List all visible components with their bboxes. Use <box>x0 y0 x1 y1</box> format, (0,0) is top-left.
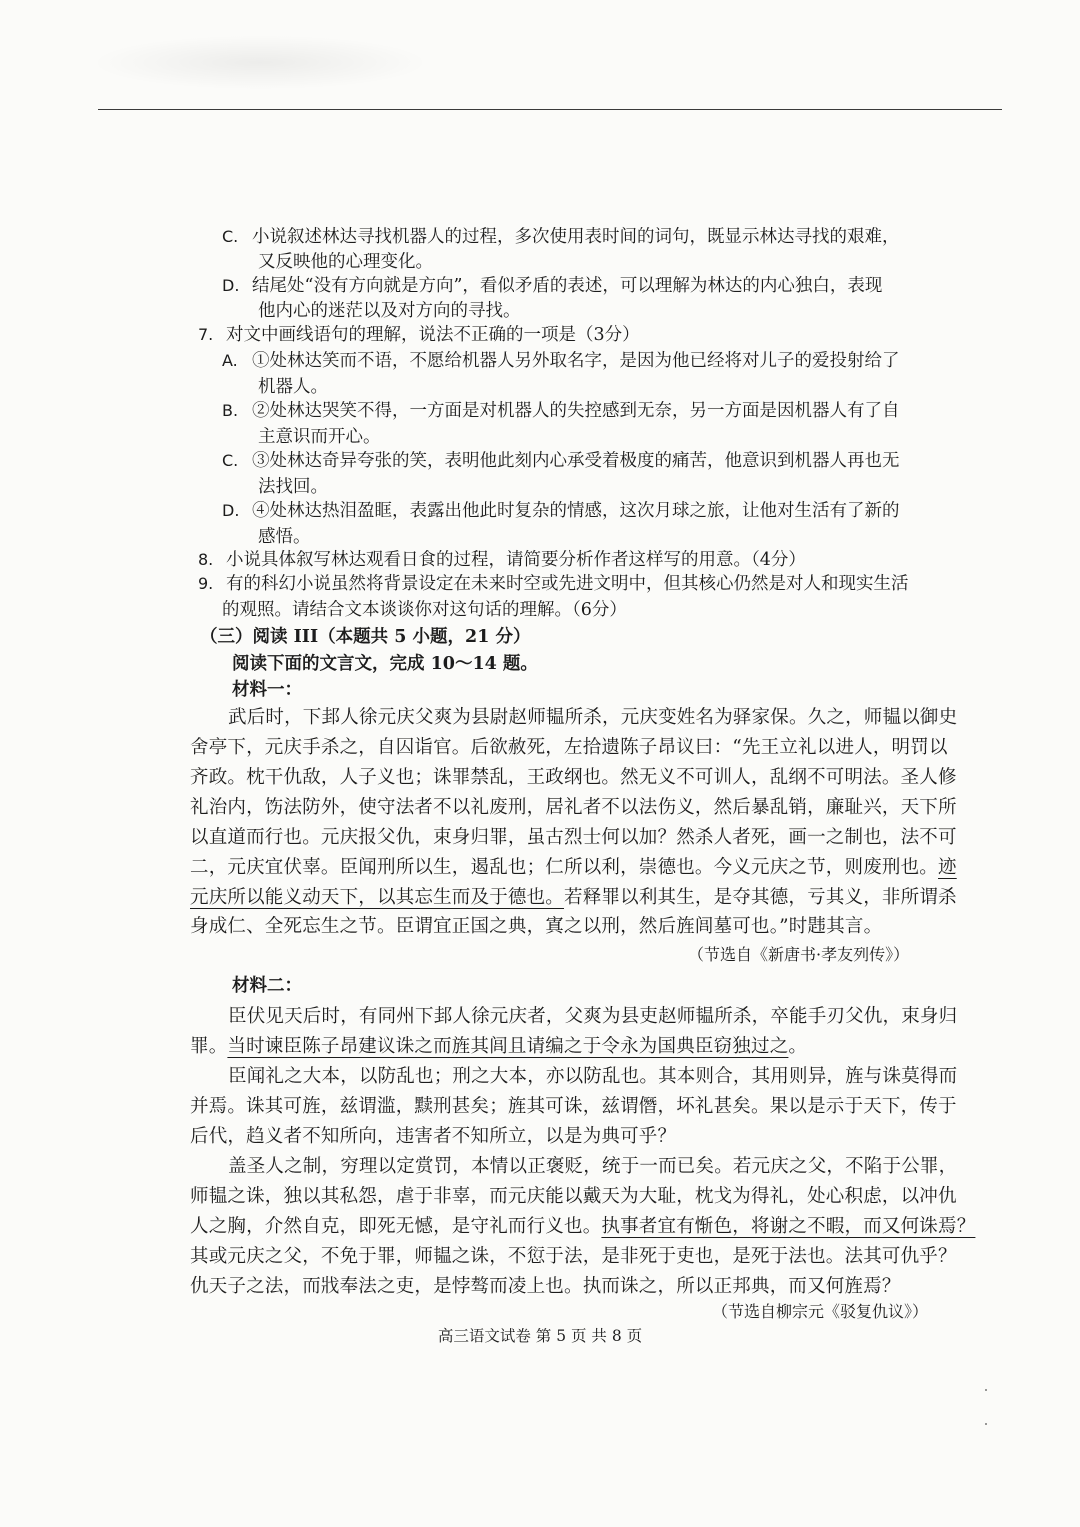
material1-line <box>190 887 957 909</box>
option-text: 小说叙述林达寻找机器人的过程，多次使用表时间的词句，既显示林达寻找的艰难， <box>252 227 900 247</box>
underlined-sentence: 当时谏臣陈子昂建议诛之而旌其闾且请编之于令永为国典臣窃独过之 <box>227 1036 789 1057</box>
material2-line: 并焉。诛其可旌，兹谓滥，黩刑甚矣；旌其可诛，兹谓僭，坏礼甚矣。果以是示于天下，传于 <box>190 1096 957 1117</box>
q7-option-a-cont: 机器人。 <box>258 377 328 397</box>
material2-line <box>190 1216 975 1238</box>
material2-line: 臣伏见天后时，有同州下邽人徐元庆者，父爽为县吏赵师韫所杀，卒能手刃父仇，束身归 <box>228 1006 958 1027</box>
material1-line: 以直道而行也。元庆报父仇，束身归罪，虽古烈士何以加？然杀人者死，画一之制也，法不可 <box>190 827 957 848</box>
section-instruction: 阅读下面的文言文，完成 10～14 题。 <box>232 654 538 674</box>
text-plain: 人之胸，介然自克，即死无憾，是守礼而行义也。 <box>190 1216 602 1237</box>
option-text: 结尾处“没有方向就是方向”，看似矛盾的表述，可以理解为林达的内心独白，表现 <box>252 276 883 296</box>
material1-line: 身成仁、全死忘生之节。臣谓宜正国之典，寘之以刑，然后旌闾墓可也。”时韪其言。 <box>190 916 883 937</box>
text-plain: 。 <box>788 1036 808 1057</box>
material2-line: 臣闻礼之大本，以防乱也；刑之大本，亦以防乱也。其本则合，其用则异，旌与诛莫得而 <box>228 1066 958 1087</box>
q6-option-d-cont: 他内心的迷茫以及对方向的寻找。 <box>258 301 521 321</box>
underlined-sentence: 迹 <box>938 857 957 878</box>
q7-option-d-cont: 感悟。 <box>258 527 311 547</box>
material1-line: 齐政。枕干仇敌，人子义也；诛罪禁乱，王政纲也。然无义不可训人，乱纲不可明法。圣人修 <box>190 767 957 788</box>
material1-line: 礼治内，饬法防外，使守法者不以礼废刑，居礼者不以法伤义，然后暴乱销，廉耻兴，天下所 <box>190 797 957 818</box>
text-plain: 罪。 <box>190 1036 228 1057</box>
question-text: 有的科幻小说虽然将背景设定在未来时空或先进文明中，但其核心仍然是对人和现实生活 <box>226 574 909 594</box>
material2-line: 其或元庆之父，不免于罪，师韫之诛，不愆于法，是非死于吏也，是死于法也。法其可仇乎？ <box>190 1246 957 1267</box>
q7-option-a <box>222 350 900 372</box>
underlined-sentence: 元庆所以能义动天下，以其忘生而及于德也。 <box>190 887 565 908</box>
material2-line: 师韫之诛，独以其私怨，虐于非辜，而元庆能以戴天为大耻，枕戈为得礼，处心积虑，以冲仇 <box>190 1186 957 1207</box>
question-text: 小说具体叙写林达观看日食的过程，请简要分析作者这样写的用意。（4分） <box>226 550 806 570</box>
option-text: ②处林达哭笑不得，一方面是对机器人的失控感到无奈，另一方面是因机器人有了自 <box>252 401 900 421</box>
section-heading: （三）阅读 III（本题共 5 小题，21 分） <box>200 627 531 647</box>
material1-source: （节选自《新唐书·孝友列传》） <box>688 945 910 964</box>
q7-option-b <box>222 400 900 422</box>
page-footer: 高三语文试卷 第 5 页 共 8 页 <box>437 1327 643 1345</box>
material2-label: 材料二： <box>232 976 302 996</box>
option-letter: D. <box>222 276 240 295</box>
material2-line: 仇天子之法，而戕奉法之吏，是悖骜而凌上也。执而诛之，所以正邦典，而又何旌焉？ <box>190 1276 901 1297</box>
q7-option-c-cont: 法找回。 <box>258 477 328 497</box>
q8 <box>198 549 806 571</box>
text-plain: 若释罪以利其生，是夺其德，亏其义，非所谓杀 <box>564 887 957 908</box>
option-text: ④处林达热泪盈眶，表露出他此时复杂的情感，这次月球之旅，让他对生活有了新的 <box>252 501 900 521</box>
q6-option-c <box>222 226 900 248</box>
option-text: ③处林达奇异夸张的笑，表明他此刻内心承受着极度的痛苦，他意识到机器人再也无 <box>252 451 900 471</box>
material2-source: （节选自柳宗元《驳复仇议》） <box>712 1302 929 1321</box>
material1-line: 武后时，下邽人徐元庆父爽为县尉赵师韫所杀，元庆变姓名为驿家保。久之，师韫以御史 <box>228 707 958 728</box>
q9 <box>198 573 909 595</box>
question-number: 9. <box>198 574 214 593</box>
q7-option-c <box>222 450 900 472</box>
material2-line: 后代，趋义者不知所向，违害者不知所立，以是为典可乎？ <box>190 1126 677 1147</box>
q7-option-b-cont: 主意识而开心。 <box>258 427 381 447</box>
material1-line <box>190 857 957 879</box>
q7-stem <box>198 324 640 346</box>
option-letter: C. <box>222 451 239 470</box>
question-text: 对文中画线语句的理解，说法不正确的一项是（3分） <box>226 325 640 345</box>
question-number: 8. <box>198 550 214 569</box>
q6-option-d <box>222 275 882 297</box>
material2-line: 盖圣人之制，穷理以定赏罚，本情以正褒贬，统于一而已矣。若元庆之父，不陷于公罪， <box>228 1156 958 1177</box>
option-letter: A. <box>222 351 238 370</box>
underlined-sentence: 执事者宜有惭色，将谢之不暇，而又何诛焉？ <box>601 1216 976 1237</box>
text-plain: 二，元庆宜伏辜。臣闻刑所以生，遏乱也；仁所以利，崇德也。今义元庆之节，则废刑也。 <box>190 857 939 878</box>
scan-speck <box>985 1389 987 1391</box>
q6-option-c-cont: 又反映他的心理变化。 <box>258 252 433 272</box>
material1-label: 材料一： <box>232 680 302 700</box>
material2-line <box>190 1036 807 1058</box>
scan-speck <box>985 1423 987 1425</box>
option-letter: B. <box>222 401 239 420</box>
option-text: ①处林达笑而不语，不愿给机器人另外取名字，是因为他已经将对儿子的爱投射给了 <box>252 351 900 371</box>
material1-line: 舍亭下，元庆手杀之，自囚诣官。后欲赦死，左拾遗陈子昂议曰：“先王立礼以进人，明罚以 <box>190 737 948 758</box>
question-number: 7. <box>198 325 214 344</box>
option-letter: D. <box>222 501 240 520</box>
q7-option-d <box>222 500 900 522</box>
q9-cont: 的观照。请结合文本谈谈你对这句话的理解。（6分） <box>222 600 627 620</box>
option-letter: C. <box>222 227 239 246</box>
